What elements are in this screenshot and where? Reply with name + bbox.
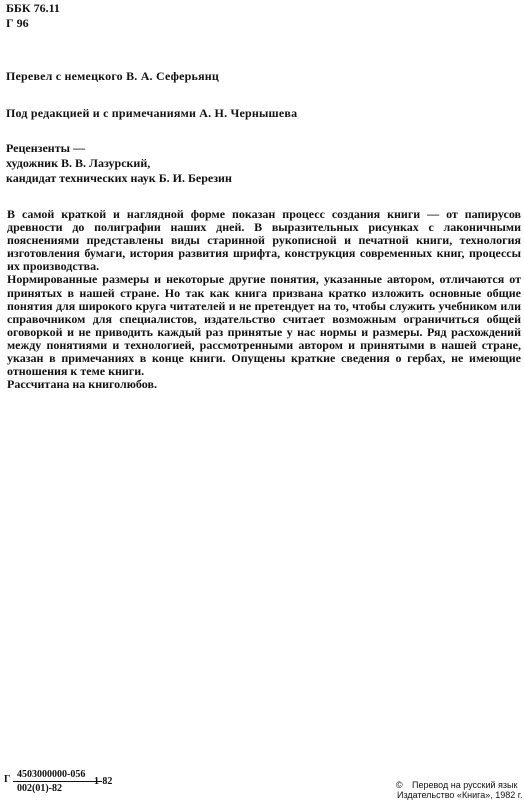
imprint-order-code: 1-82: [94, 776, 113, 787]
editor-line: Под редакцией и с примечаниями А. Н. Чернышева: [6, 106, 298, 120]
fraction-bar: [13, 781, 102, 782]
annotation-paragraph: Нормированные размеры и некоторые другие понятия, указанные автором, отличаются от принятых в нашей стране. Но так как книга призвана кратко изложить основные общие понятия для широкого круга читателей и не претендует на то, чтобы служить учебником или справочником для специалистов, издательство считает возможным ограничиться общей оговоркой и не приводить каждый раз принятые у нас нормы и размеры. Ряд расхождений между понятиями и технологией, рассмотренными автором и принятыми в нашей стране, указан в примечаниях в конце книги. Опущены краткие сведения о гербах, не имеющие отношения к теме книги.: [7, 272, 521, 379]
copyright-line: Издательство «Книга», 1982 г.: [397, 790, 523, 800]
reviewers-block: [6, 141, 232, 186]
reviewer-name: кандидат технических наук Б. И. Березин: [6, 171, 232, 185]
copyright-line: Перевод на русский язык: [412, 780, 518, 790]
bbk-code: ББК 76.11: [6, 1, 60, 15]
imprint-numerator: 4503000000-056: [17, 769, 86, 780]
imprint-letter: Г: [4, 774, 11, 785]
author-index: Г 96: [6, 16, 29, 30]
annotation-paragraph: Рассчитана на книголюбов.: [7, 377, 157, 392]
annotation-paragraph: В самой краткой и наглядной форме показан процесс создания книги — от папирусов древности до полиграфии наших дней. В выразительных рисунках с лаконичными пояснениями представлены виды старинной рукописной и печатной книги, технология изготовления бумаги, история развития шрифта, конструкция современных книг, процессы их производства.: [7, 207, 521, 274]
translator-line: Перевел с немецкого В. А. Сеферьянц: [6, 69, 220, 83]
reviewer-name: художник В. В. Лазурский,: [6, 156, 151, 170]
annotation-text: [7, 208, 521, 391]
reviewers-heading: Рецензенты —: [6, 141, 85, 155]
imprint-denominator: 002(01)-82: [17, 783, 62, 794]
copyright-icon: ©: [396, 780, 403, 790]
classification-block: [6, 1, 60, 31]
